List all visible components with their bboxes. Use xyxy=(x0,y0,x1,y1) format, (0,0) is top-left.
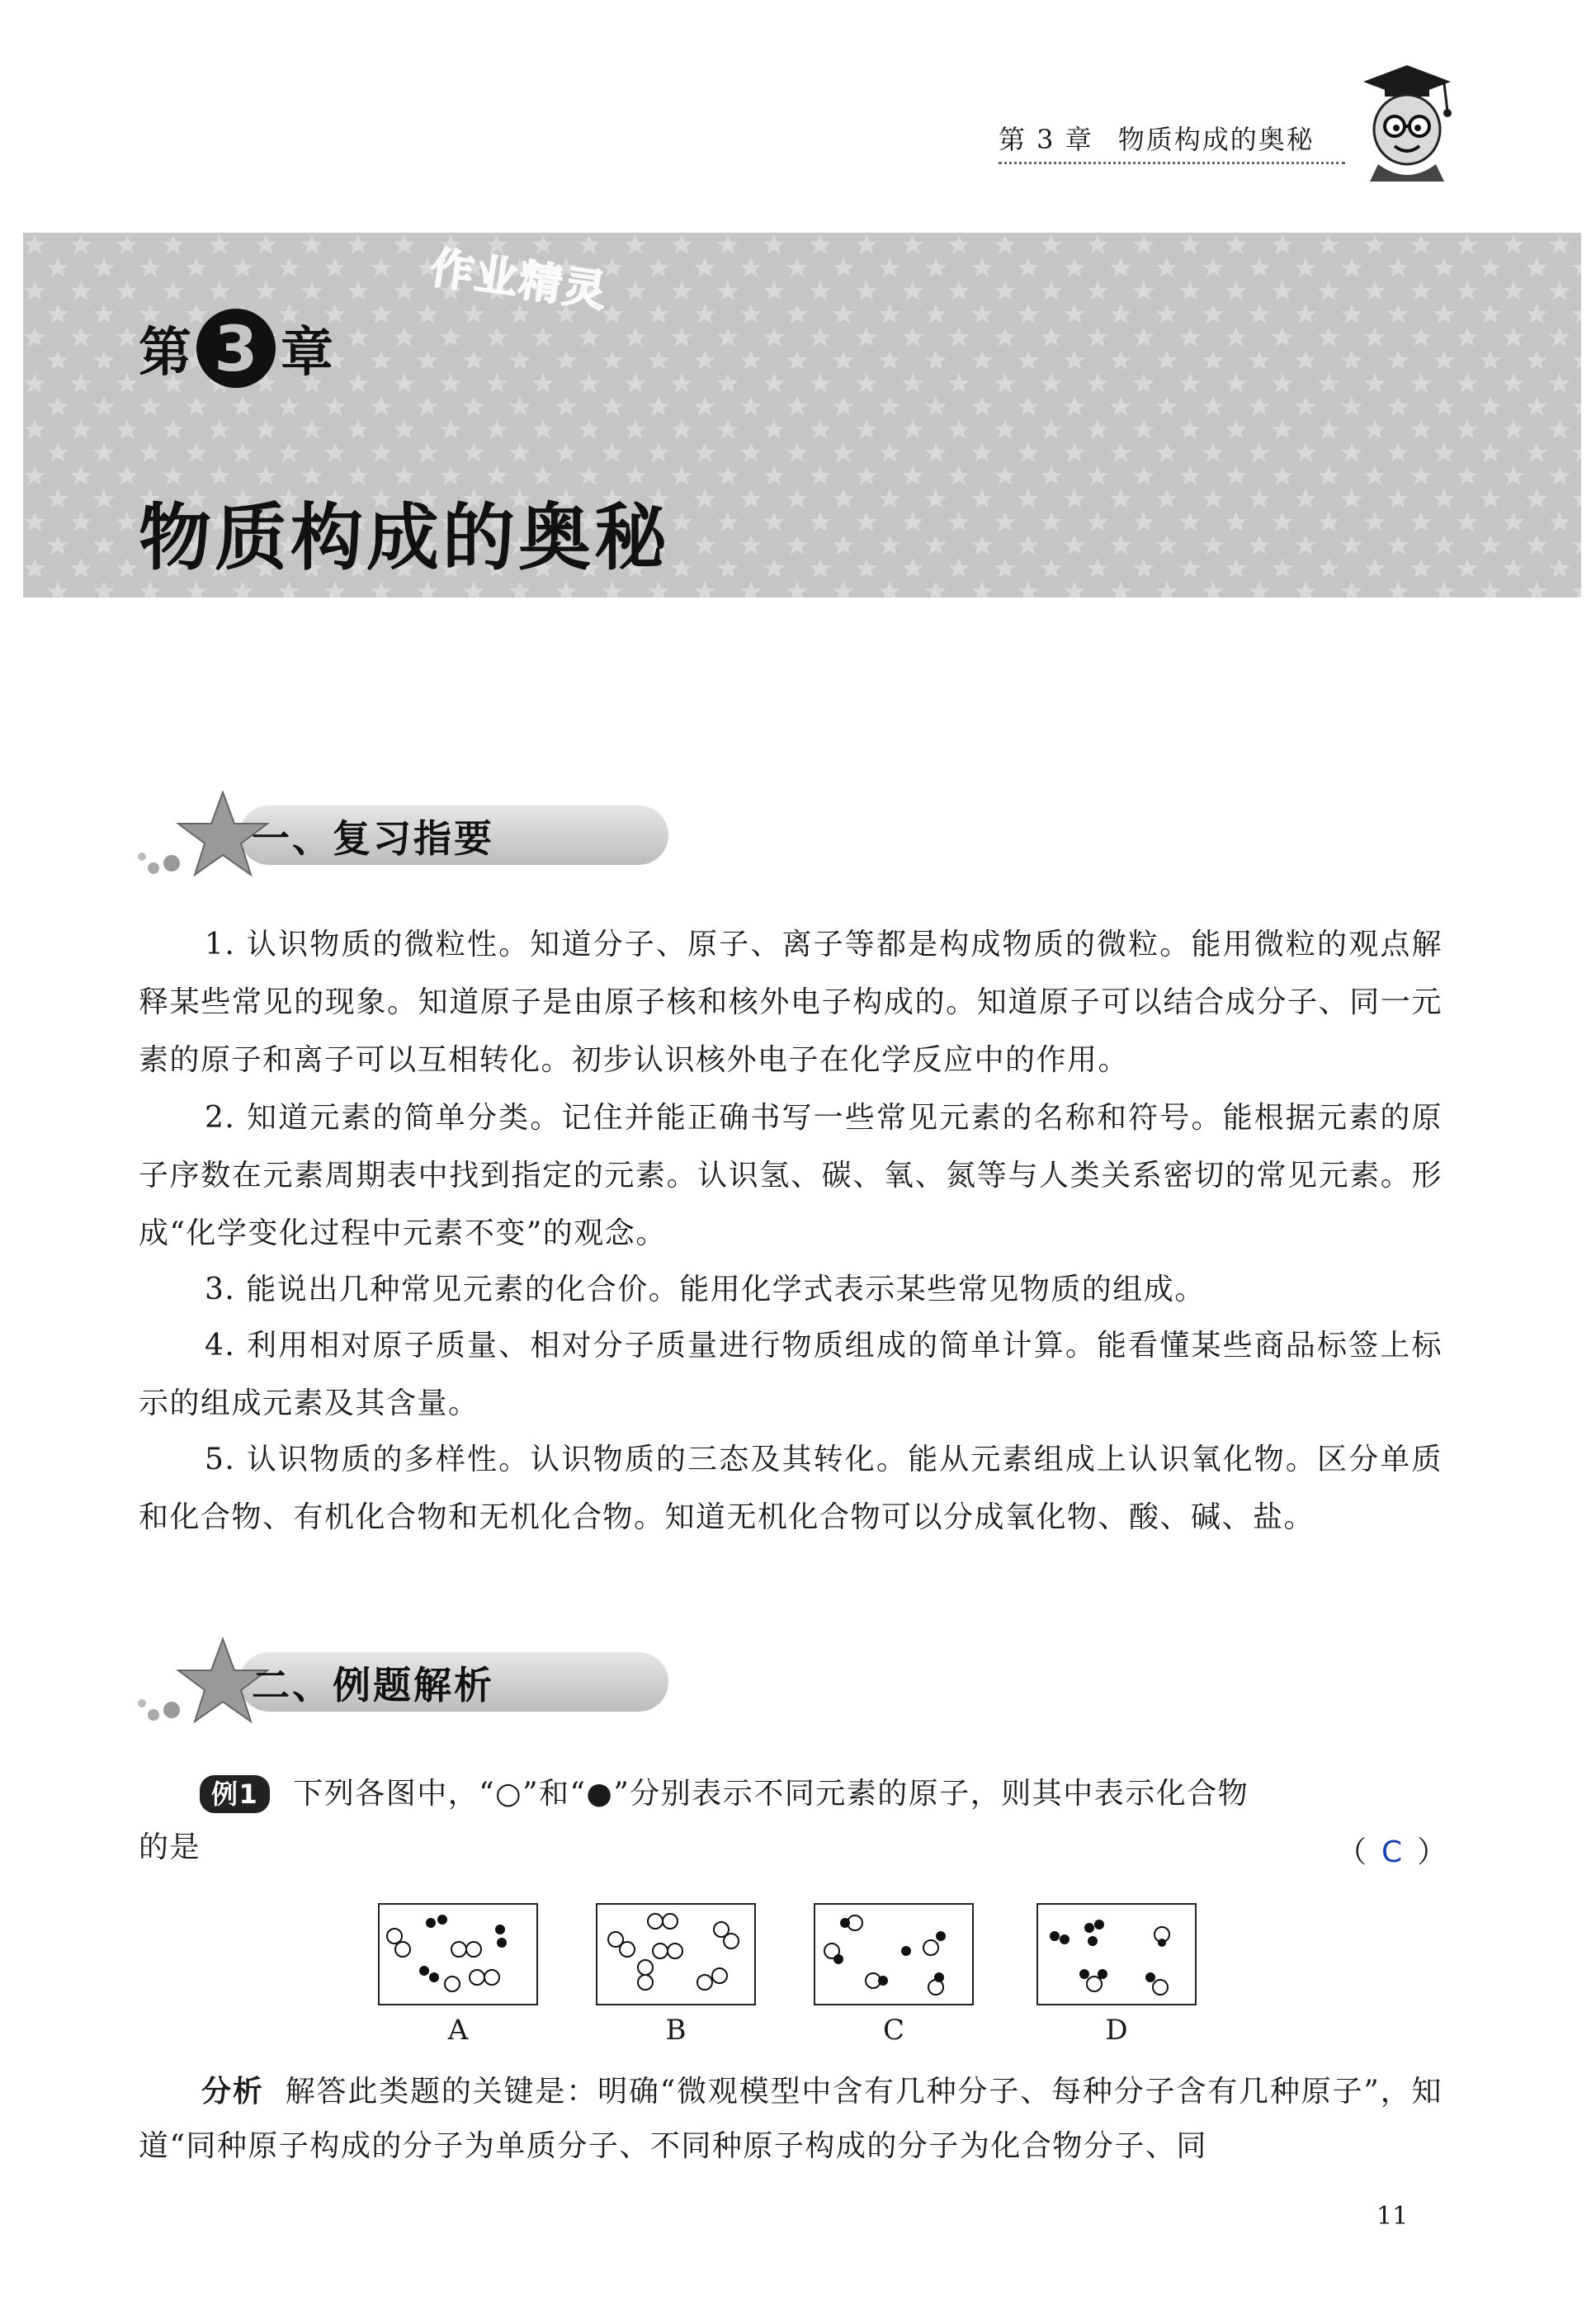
page-number: 11 xyxy=(1376,2202,1409,2231)
chapter-number: 3 xyxy=(196,309,276,388)
section-header-review xyxy=(132,786,594,868)
example-tag: 例1 xyxy=(200,1775,270,1813)
running-header-chapter: 第 3 章 xyxy=(999,124,1093,155)
diagram-label-a: A xyxy=(447,2014,469,2047)
analysis-text: 解答此类题的关键是：明确“微观模型中含有几种分子、每种分子含有几种原子”，知道“同种原子构成的分子为单质分子、不同种原子构成的分子为化合物分子、同 xyxy=(139,2075,1443,2163)
answer-open: （ xyxy=(1337,1835,1367,1869)
review-point: 4. 利用相对原子质量、相对分子质量进行物质组成的简单计算。能看懂某些商品标签上标示的组成元素及其含量。 xyxy=(139,1329,1443,1420)
diagram-label-c: C xyxy=(882,2014,904,2047)
watermark: 作业精灵 xyxy=(427,243,611,318)
section-label: 二、例题解析 xyxy=(252,1663,494,1707)
answer-close: ） xyxy=(1417,1835,1447,1869)
running-header xyxy=(999,119,1345,164)
running-header-title: 物质构成的奥秘 xyxy=(1117,124,1315,155)
analysis-paragraph xyxy=(139,2065,1443,2174)
particle-model-b xyxy=(597,1905,754,2004)
scholar-mascot-icon xyxy=(1353,62,1461,182)
example-question xyxy=(200,1773,1446,1816)
chapter-title: 物质构成的奥秘 xyxy=(139,495,671,580)
particle-model-d xyxy=(1038,1905,1195,2004)
diagram-d xyxy=(1036,1903,1197,2005)
answer-bracket xyxy=(1337,1829,1447,1871)
analysis-tag: 分析 xyxy=(201,2075,264,2109)
review-point: 1. 认识物质的微粒性。知道分子、原子、离子等都是构成物质的微粒。能用微粒的观点解释某些常见的现象。知道原子是由原子核和核外电子构成的。知道原子可以结合成分子、同一元素的原子和离子可以互相转化。初步认识核外电子在化学反应中的作用。 xyxy=(139,928,1443,1077)
review-point: 2. 知道元素的简单分类。记住并能正确书写一些常见元素的名称和符号。能根据元素的原子序数在元素周期表中找到指定的元素。认识氢、碳、氧、氮等与人类关系密切的常见元素。形成“化学变化过程中元素不变”的观念。 xyxy=(139,1101,1443,1250)
example-question-line1: 下列各图中，“○”和“●”分别表示不同元素的原子，则其中表示化合物 xyxy=(293,1777,1249,1811)
review-point: 3. 能说出几种常见元素的化合价。能用化学式表示某些常见物质的组成。 xyxy=(205,1273,1206,1306)
diagram-c xyxy=(814,1903,974,2005)
example-question-line2: 的是 xyxy=(139,1830,201,1864)
diagram-label-d: D xyxy=(1105,2014,1128,2047)
section-label: 一、复习指要 xyxy=(252,816,494,861)
diagram-label-b: B xyxy=(665,2014,687,2047)
chapter-label xyxy=(139,303,333,394)
chapter-prefix: 第 xyxy=(139,323,191,384)
chapter-banner xyxy=(23,233,1581,598)
particle-model-a xyxy=(380,1905,536,2004)
diagram-b xyxy=(596,1903,756,2005)
review-point: 5. 认识物质的多样性。认识物质的三态及其转化。能从元素组成上认识氧化物。区分单质和化合物、有机化合物和无机化合物。知道无机化合物可以分成氧化物、酸、碱、盐。 xyxy=(139,1443,1443,1534)
section-header-examples xyxy=(132,1632,594,1715)
diagram-a xyxy=(378,1903,538,2005)
chapter-suffix: 章 xyxy=(281,323,333,384)
particle-model-c xyxy=(815,1905,972,2004)
answer-value: C xyxy=(1381,1835,1403,1869)
